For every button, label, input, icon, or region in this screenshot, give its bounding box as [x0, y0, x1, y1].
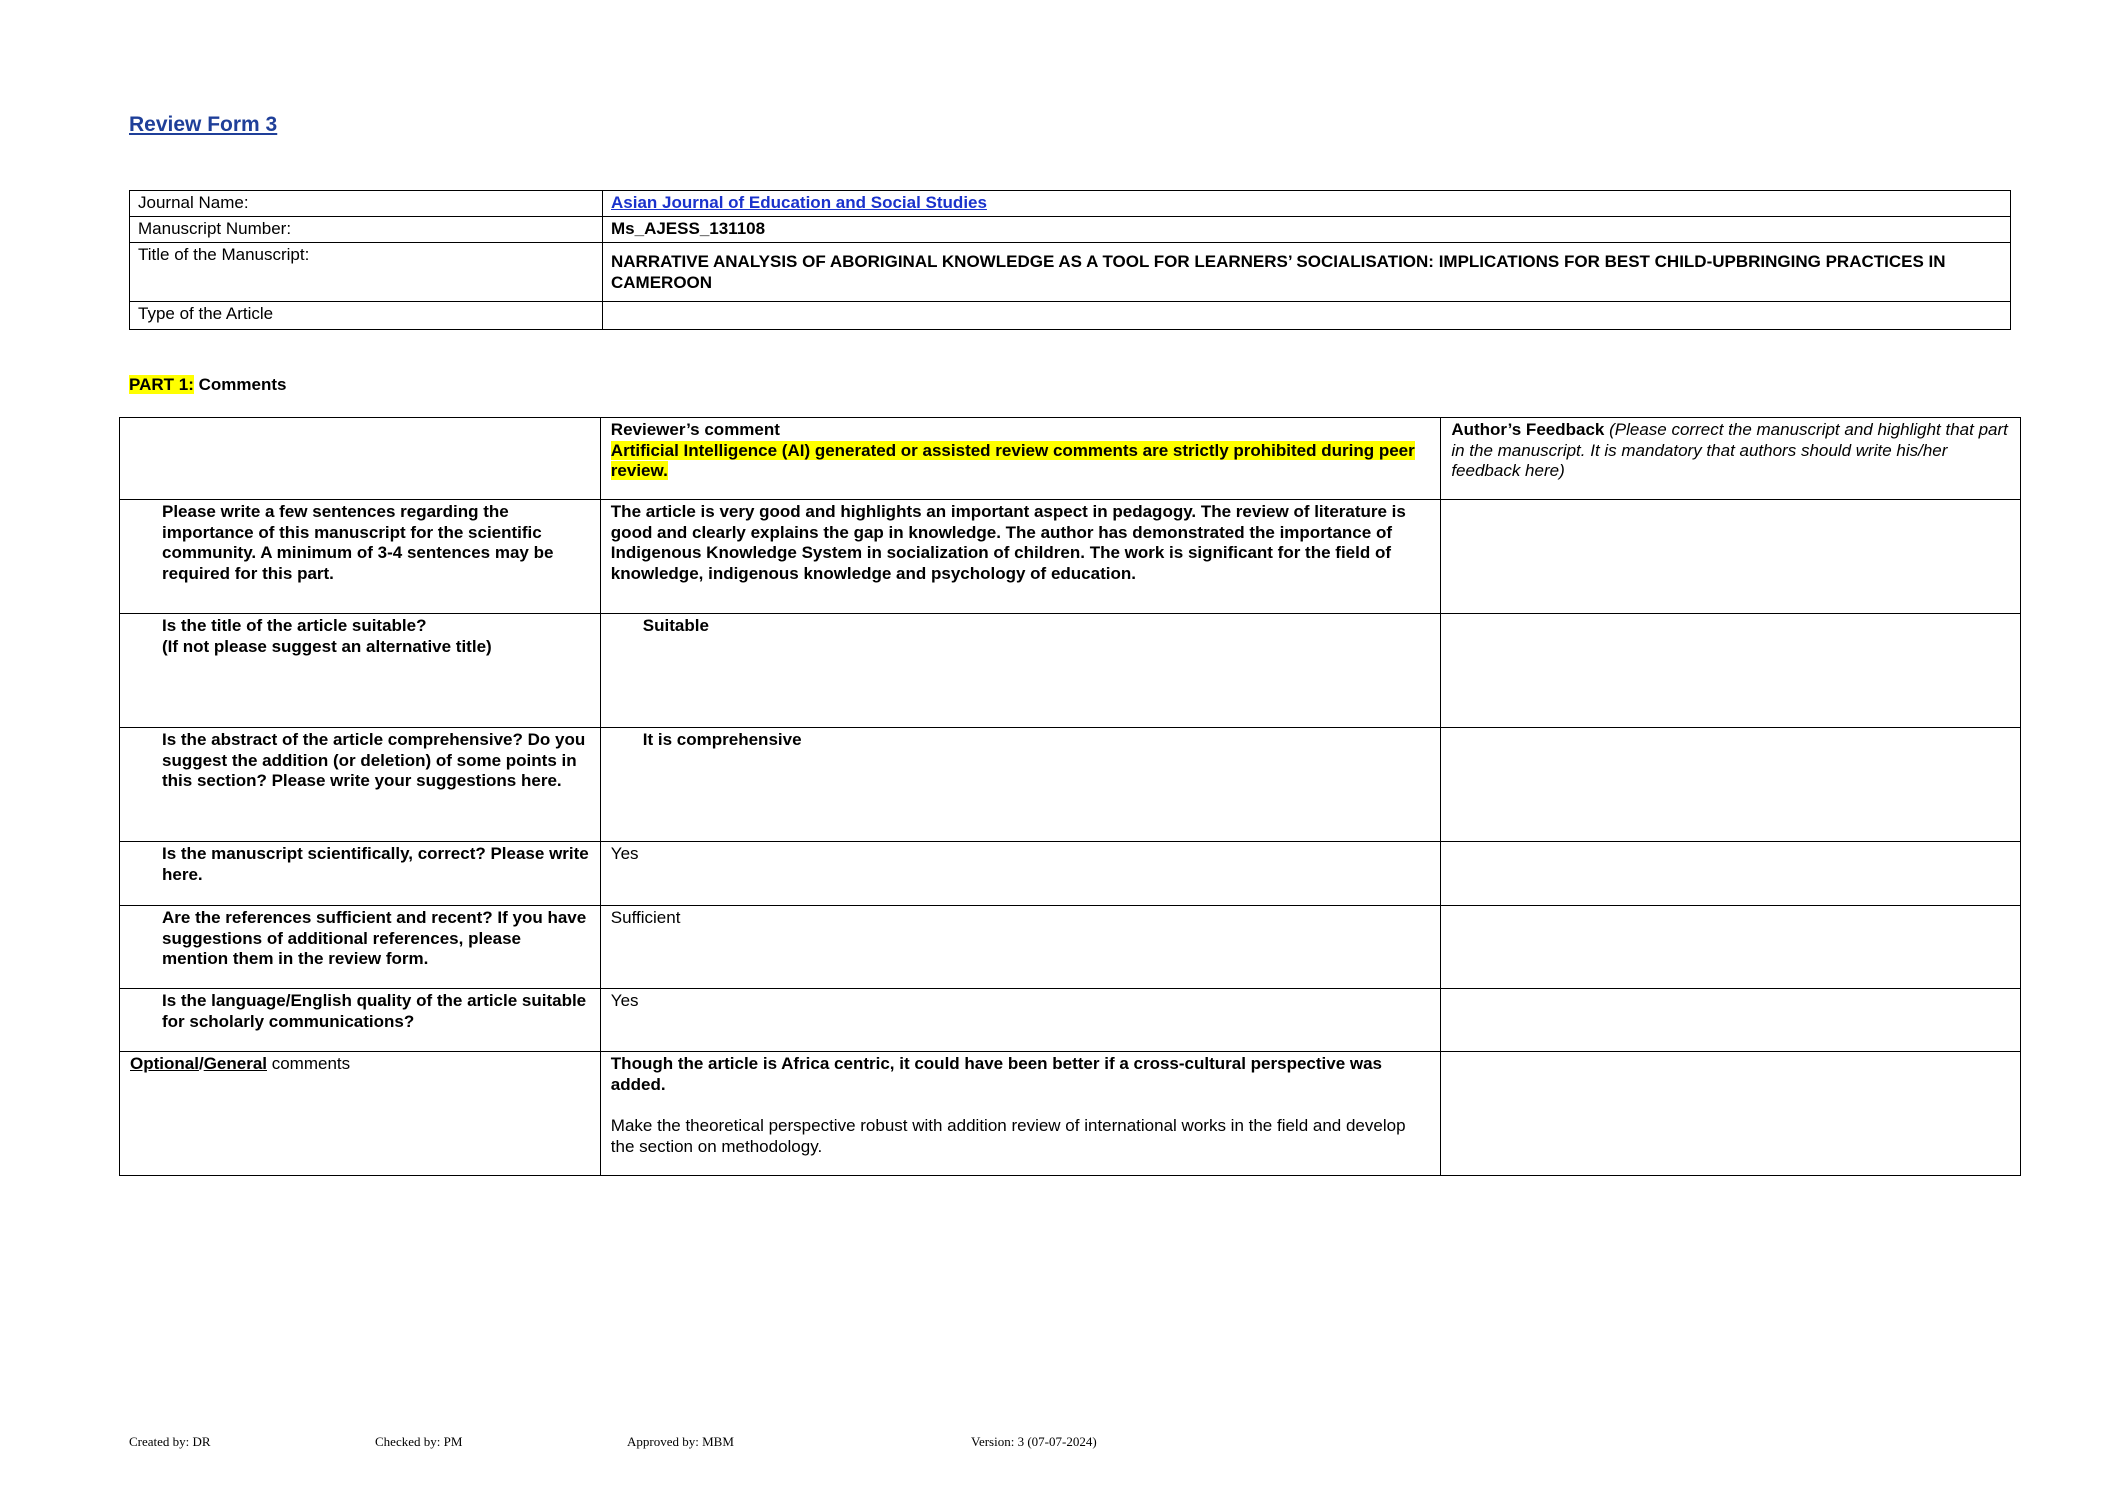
reviewer-comment-cell: Sufficient	[600, 906, 1441, 989]
author-feedback-cell[interactable]	[1441, 728, 2021, 842]
comments-table	[119, 417, 2021, 1176]
part1-title: Comments	[198, 375, 287, 394]
optional-label-cell	[120, 1052, 601, 1176]
table-row	[120, 614, 2021, 728]
author-feedback-note: (Please correct the manuscript and highlight that part in the manuscript. It is mandatory that authors should write his/her feedback here)	[1451, 420, 2008, 480]
optional-comment-bold: Though the article is Africa centric, it could have been better if a cross-cultural perspective was added.	[610, 1054, 1383, 1094]
manuscript-number-row	[130, 217, 2011, 243]
author-feedback-cell[interactable]	[1441, 842, 2021, 906]
reviewer-comment-cell	[600, 728, 1441, 842]
table-row	[120, 728, 2021, 842]
part1-label: PART 1:	[129, 375, 194, 394]
author-feedback-cell[interactable]	[1441, 989, 2021, 1052]
author-feedback-cell[interactable]	[1441, 500, 2021, 614]
manuscript-title-label: Title of the Manuscript:	[130, 243, 603, 302]
part1-heading	[129, 375, 286, 395]
footer-approved: Approved by: MBM	[627, 1434, 734, 1449]
reviewer-comment-cell: Yes	[600, 842, 1441, 906]
manuscript-number-value: Ms_AJESS_131108	[603, 217, 2011, 243]
author-feedback-title: Author’s Feedback	[1451, 420, 1605, 439]
question-cell: Is the manuscript scientifically, correct? Please write here.	[120, 842, 601, 906]
manuscript-number-label: Manuscript Number:	[130, 217, 603, 243]
reviewer-comment-cell	[600, 614, 1441, 728]
optional-slash: /	[198, 1054, 204, 1073]
ai-warning: Artificial Intelligence (AI) generated or assisted review comments are strictly prohibited during peer review.	[610, 440, 1415, 480]
comments-header-row	[120, 418, 2021, 500]
manuscript-info-table	[129, 190, 2011, 330]
question-cell: Is the language/English quality of the article suitable for scholarly communications?	[120, 989, 601, 1052]
author-header-cell	[1441, 418, 2021, 500]
optional-comment-cell	[600, 1052, 1441, 1176]
journal-label: Journal Name:	[130, 191, 603, 217]
general-label: General	[203, 1054, 267, 1073]
journal-value	[603, 191, 2011, 217]
article-type-value[interactable]	[603, 302, 2011, 330]
footer-version: Version: 3 (07-07-2024)	[971, 1434, 1097, 1449]
author-feedback-cell[interactable]	[1441, 614, 2021, 728]
header-empty-cell	[120, 418, 601, 500]
footer-created: Created by: DR	[129, 1434, 211, 1449]
manuscript-title-value: NARRATIVE ANALYSIS OF ABORIGINAL KNOWLEDGE AS A TOOL FOR LEARNERS’ SOCIALISATION: IMPLICATIONS FOR BEST CHILD-UPBRINGING PRACTICES IN CAMEROON	[603, 243, 2011, 302]
footer-checked: Checked by: PM	[375, 1434, 463, 1449]
reviewer-comment-text: Suitable	[642, 616, 709, 635]
table-row	[120, 842, 2021, 906]
question-cell: Please write a few sentences regarding the importance of this manuscript for the scientific community. A minimum of 3-4 sentences may be required for this part.	[120, 500, 601, 614]
comments-label: comments	[267, 1054, 351, 1073]
table-row	[120, 989, 2021, 1052]
question-cell: Are the references sufficient and recent? If you have suggestions of additional references, please mention them in the review form.	[120, 906, 601, 989]
author-feedback-cell[interactable]	[1441, 906, 2021, 989]
manuscript-title-row	[130, 243, 2011, 302]
author-feedback-cell[interactable]	[1441, 1052, 2021, 1176]
reviewer-comment-text: It is comprehensive	[642, 730, 802, 749]
question-cell: Is the abstract of the article comprehensive? Do you suggest the addition (or deletion) of some points in this section? Please write your suggestions here.	[120, 728, 601, 842]
reviewer-comment-title: Reviewer’s comment	[610, 420, 780, 439]
question-cell: Is the title of the article suitable? (If not please suggest an alternative title)	[120, 614, 601, 728]
journal-link[interactable]: Asian Journal of Education and Social Studies	[611, 193, 987, 212]
optional-comment-plain: Make the theoretical perspective robust with addition review of international works in the field and develop the section on methodology.	[610, 1116, 1406, 1156]
article-type-row	[130, 302, 2011, 330]
optional-label: Optional	[130, 1054, 199, 1073]
table-row	[120, 906, 2021, 989]
reviewer-header-cell	[600, 418, 1441, 500]
page-title: Review Form 3	[129, 113, 278, 136]
optional-comments-row	[120, 1052, 2021, 1176]
journal-row	[130, 191, 2011, 217]
reviewer-comment-cell: Yes	[600, 989, 1441, 1052]
article-type-label: Type of the Article	[130, 302, 603, 330]
reviewer-comment-cell: The article is very good and highlights an important aspect in pedagogy. The review of literature is good and clearly explains the gap in knowledge. The author has demonstrated the importance of Indigenous Knowledge System in socialization of children. The work is significant for the field of knowledge, indigenous knowledge and psychology of education.	[600, 500, 1441, 614]
table-row	[120, 500, 2021, 614]
